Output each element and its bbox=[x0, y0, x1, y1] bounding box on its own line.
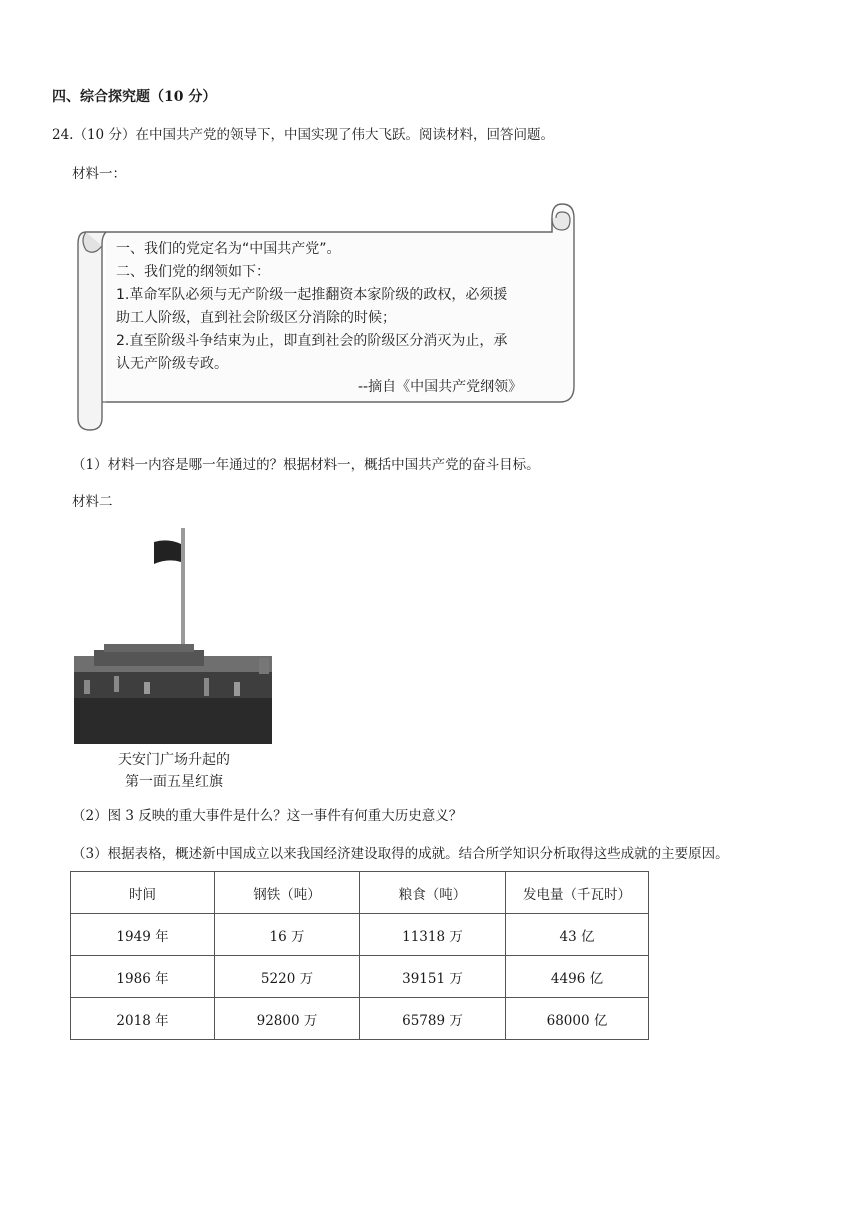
scroll-line-4: 助工人阶级，直到社会阶级区分消除的时候； bbox=[116, 310, 396, 326]
scroll-line-5: 2.直至阶级斗争结束为止，即直到社会的阶级区分消灭为止，承 bbox=[116, 333, 508, 349]
table-row bbox=[71, 914, 649, 956]
table-cell: 11318 万 bbox=[360, 914, 506, 956]
scroll-source: --摘自《中国共产党纲领》 bbox=[358, 379, 523, 395]
flag-raising-photo bbox=[74, 522, 272, 744]
table-header-row bbox=[71, 872, 649, 914]
table-cell: 43 亿 bbox=[506, 914, 649, 956]
table-cell: 2018 年 bbox=[71, 998, 215, 1040]
table-cell: 1986 年 bbox=[71, 956, 215, 998]
scroll-line-3: 1.革命军队必须与无产阶级一起推翻资本家阶级的政权，必须援 bbox=[116, 287, 508, 303]
table-cell: 4496 亿 bbox=[506, 956, 649, 998]
table-cell: 39151 万 bbox=[360, 956, 506, 998]
table-header-cell: 钢铁（吨） bbox=[215, 872, 360, 914]
scroll-line-6: 认无产阶级专政。 bbox=[116, 356, 228, 372]
material2-label: 材料二 bbox=[72, 494, 113, 510]
table-cell: 5220 万 bbox=[215, 956, 360, 998]
table-header-cell: 粮食（吨） bbox=[360, 872, 506, 914]
section-title: 四、综合探究题（10 分） bbox=[52, 89, 217, 105]
sub-question-2: （2）图 3 反映的重大事件是什么？这一事件有何重大历史意义？ bbox=[72, 808, 463, 824]
scroll-line-1: 一、我们的党定名为“中国共产党”。 bbox=[116, 241, 341, 257]
table-row bbox=[71, 956, 649, 998]
table-row bbox=[71, 998, 649, 1040]
table-cell: 1949 年 bbox=[71, 914, 215, 956]
table-cell: 68000 亿 bbox=[506, 998, 649, 1040]
sub-question-1: （1）材料一内容是哪一年通过的？根据材料一，概括中国共产党的奋斗目标。 bbox=[72, 457, 540, 473]
table-cell: 16 万 bbox=[215, 914, 360, 956]
question-stem: 24.（10 分）在中国共产党的领导下，中国实现了伟大飞跃。阅读材料，回答问题。 bbox=[52, 127, 554, 143]
economy-table bbox=[70, 871, 649, 1040]
photo-caption-line-2: 第一面五星红旗 bbox=[125, 774, 223, 790]
table-cell: 92800 万 bbox=[215, 998, 360, 1040]
table-header-cell: 发电量（千瓦时） bbox=[506, 872, 649, 914]
sub-question-3: （3）根据表格，概述新中国成立以来我国经济建设取得的成就。结合所学知识分析取得这些成就的主要原因。 bbox=[72, 846, 729, 862]
table-header-cell: 时间 bbox=[71, 872, 215, 914]
material1-label: 材料一： bbox=[72, 166, 126, 182]
scroll-line-2: 二、我们党的纲领如下： bbox=[116, 264, 270, 280]
photo-caption-line-1: 天安门广场升起的 bbox=[118, 752, 230, 768]
table-cell: 65789 万 bbox=[360, 998, 506, 1040]
